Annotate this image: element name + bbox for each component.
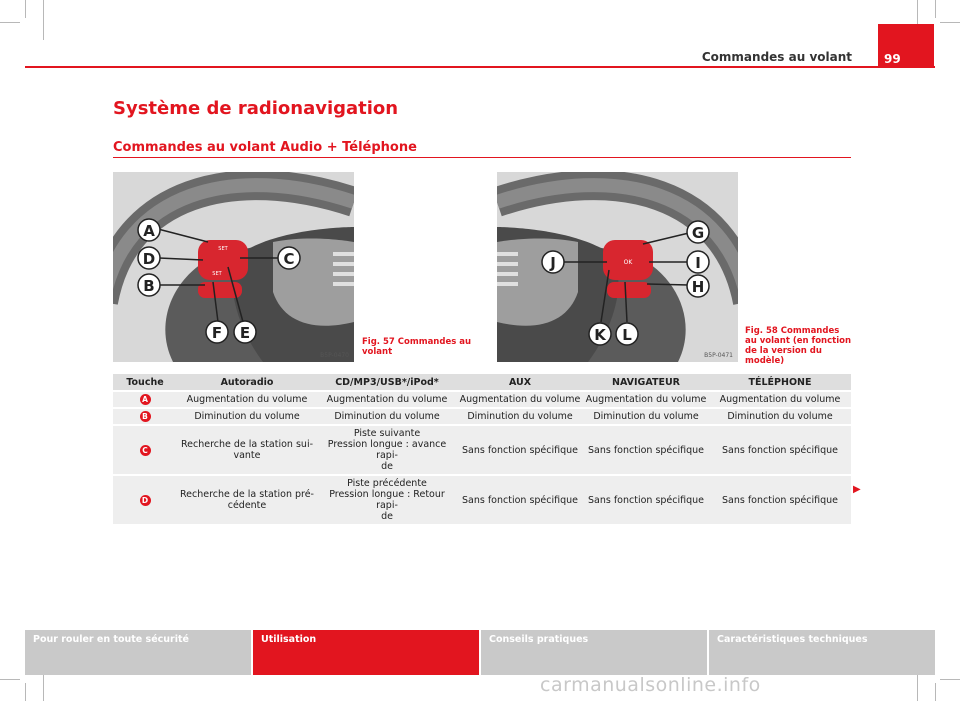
svg-text:L: L bbox=[622, 326, 632, 344]
crop-mark bbox=[940, 22, 960, 23]
key-badge: D bbox=[140, 495, 151, 506]
table-row bbox=[113, 425, 851, 475]
crop-mark bbox=[935, 683, 936, 701]
table-row bbox=[113, 391, 851, 408]
watermark: carmanualsonline.info bbox=[540, 674, 761, 696]
header-telephone: TÉLÉPHONE bbox=[709, 374, 851, 391]
table-header-row bbox=[113, 374, 851, 391]
header-touche: Touche bbox=[113, 374, 177, 391]
table-cell: Sans fonction spécifique bbox=[461, 444, 579, 456]
table-cell: Diminution du volume bbox=[467, 411, 573, 422]
svg-text:SET: SET bbox=[212, 271, 222, 277]
section-title: Système de radionavigation bbox=[113, 98, 399, 119]
header-autoradio: Autoradio bbox=[177, 374, 317, 391]
header-cd: CD/MP3/USB*/iPod* bbox=[317, 374, 457, 391]
header-navigateur: NAVIGATEUR bbox=[583, 374, 709, 391]
steering-wheel-left-illustration bbox=[113, 172, 354, 362]
svg-text:B: B bbox=[143, 277, 155, 295]
table-cell: Piste précédente Pression longue : Retour rapi- de bbox=[329, 478, 445, 522]
table-cell: Diminution du volume bbox=[334, 411, 440, 422]
table-row bbox=[113, 408, 851, 425]
running-header: Commandes au volant bbox=[701, 50, 852, 64]
svg-text:F: F bbox=[211, 324, 223, 342]
table-cell: Sans fonction spécifique bbox=[721, 444, 839, 456]
crop-mark bbox=[0, 22, 20, 23]
table-cell: Augmentation du volume bbox=[719, 394, 841, 405]
key-cell bbox=[113, 475, 177, 524]
key-badge: B bbox=[140, 411, 151, 422]
svg-text:G: G bbox=[691, 224, 705, 242]
table-cell: Augmentation du volume bbox=[186, 394, 308, 405]
table-cell: Augmentation du volume bbox=[326, 394, 448, 405]
crop-mark bbox=[0, 679, 20, 680]
crop-mark bbox=[43, 0, 44, 40]
footer-tab-conseils[interactable]: Conseils pratiques bbox=[481, 630, 709, 675]
table-cell: Diminution du volume bbox=[593, 411, 699, 422]
table-cell: Augmentation du volume bbox=[585, 394, 707, 405]
page-number: 99 bbox=[878, 24, 934, 66]
table-cell: Piste suivante Pression longue : avance rapi- de bbox=[327, 428, 447, 472]
svg-text:I: I bbox=[695, 254, 701, 272]
table-cell: Diminution du volume bbox=[194, 411, 300, 422]
table-row bbox=[113, 475, 851, 524]
crop-mark bbox=[25, 0, 26, 18]
figure-58-caption: Fig. 58 Commandes au volant (en fonction de la version du modèle) bbox=[745, 326, 852, 366]
svg-text:B5P-0470: B5P-0470 bbox=[320, 352, 349, 359]
header-rule bbox=[25, 66, 935, 68]
crop-mark bbox=[940, 679, 960, 680]
footer-tab-caracteristiques[interactable]: Caractéristiques techniques bbox=[709, 630, 935, 675]
svg-text:OK: OK bbox=[623, 259, 633, 266]
table-cell: Sans fonction spécifique bbox=[461, 494, 579, 506]
table-cell: Sans fonction spécifique bbox=[587, 444, 705, 456]
table-cell: Diminution du volume bbox=[727, 411, 833, 422]
table-cell: Sans fonction spécifique bbox=[587, 494, 705, 506]
table-cell: Recherche de la station sui- vante bbox=[180, 439, 314, 461]
key-cell bbox=[113, 425, 177, 475]
figure-58-steering-wheel bbox=[497, 172, 738, 362]
svg-text:E: E bbox=[239, 324, 251, 342]
controls-table bbox=[113, 374, 851, 524]
subsection-title: Commandes au volant Audio + Téléphone bbox=[113, 140, 417, 155]
key-cell bbox=[113, 408, 177, 425]
svg-text:A: A bbox=[143, 222, 155, 240]
table-cell: Augmentation du volume bbox=[459, 394, 581, 405]
triangle-right-icon: ▶ bbox=[853, 484, 861, 495]
key-badge: C bbox=[140, 445, 151, 456]
crop-mark bbox=[25, 683, 26, 701]
figure-57-steering-wheel bbox=[113, 172, 354, 362]
svg-text:C: C bbox=[283, 250, 295, 268]
header-aux: AUX bbox=[457, 374, 583, 391]
key-cell bbox=[113, 391, 177, 408]
svg-text:D: D bbox=[142, 250, 156, 268]
svg-text:B5P-0471: B5P-0471 bbox=[704, 352, 733, 359]
steering-wheel-right-illustration bbox=[497, 172, 738, 362]
subsection-rule bbox=[113, 157, 851, 158]
footer-tab-utilisation[interactable]: Utilisation bbox=[253, 630, 481, 675]
svg-text:J: J bbox=[550, 254, 556, 272]
figure-57-caption: Fig. 57 Commandes au volant bbox=[362, 337, 472, 357]
key-badge: A bbox=[140, 394, 151, 405]
crop-mark bbox=[935, 0, 936, 18]
footer-nav bbox=[25, 630, 935, 675]
footer-tab-securite[interactable]: Pour rouler en toute sécurité bbox=[25, 630, 253, 675]
table-cell: Sans fonction spécifique bbox=[721, 494, 839, 506]
table-cell: Recherche de la station pré- cédente bbox=[179, 489, 314, 511]
svg-text:K: K bbox=[594, 326, 606, 344]
svg-text:SET: SET bbox=[218, 246, 228, 252]
svg-text:H: H bbox=[691, 278, 705, 296]
